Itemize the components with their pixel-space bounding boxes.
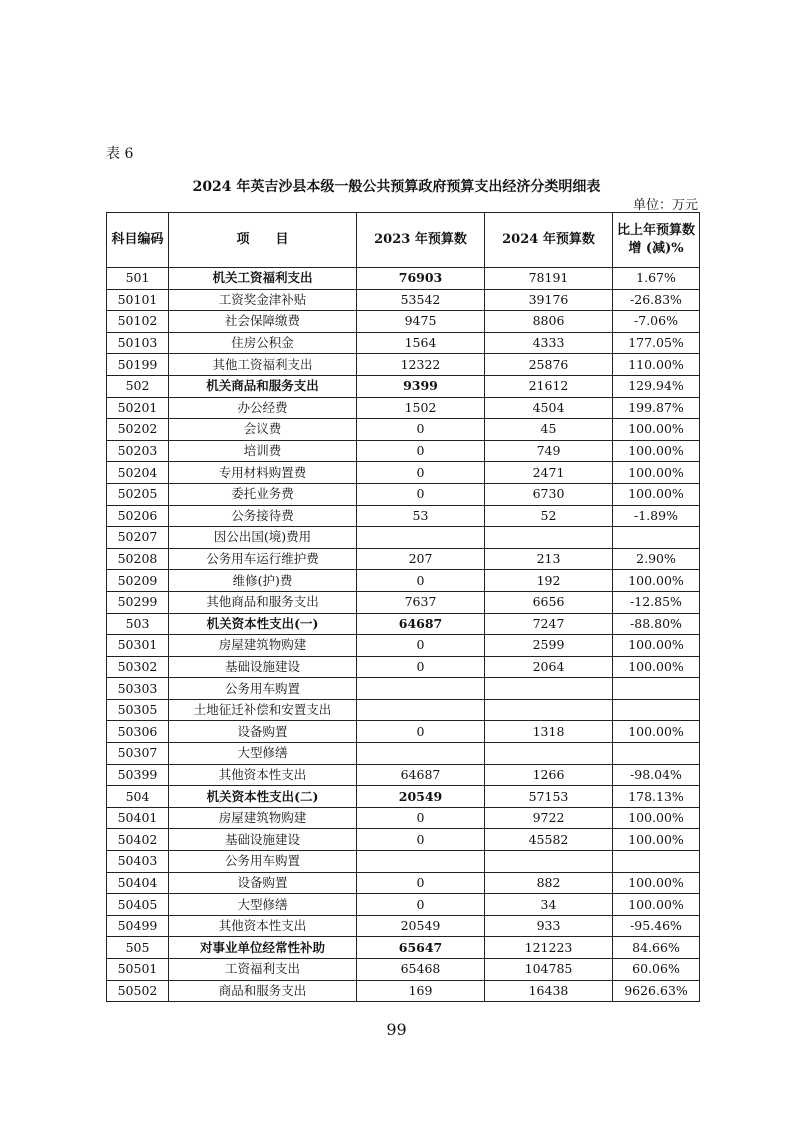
budget-2024-cell: 933 [485, 915, 613, 937]
code-cell: 50102 [107, 311, 169, 333]
budget-2024-cell: 2599 [485, 635, 613, 657]
change-cell [613, 678, 700, 700]
change-cell: 100.00% [613, 872, 700, 894]
budget-2024-cell: 2064 [485, 656, 613, 678]
header-change-line2: 增 (减)% [628, 241, 684, 256]
code-cell: 503 [107, 613, 169, 635]
budget-2024-cell [485, 678, 613, 700]
budget-2023-cell: 53 [357, 505, 485, 527]
item-cell: 房屋建筑物购建 [169, 635, 357, 657]
budget-2023-cell: 0 [357, 872, 485, 894]
change-cell [613, 743, 700, 765]
code-cell: 50209 [107, 570, 169, 592]
code-cell: 501 [107, 268, 169, 290]
budget-2024-cell: 39176 [485, 289, 613, 311]
table-row [107, 851, 700, 873]
code-cell: 50208 [107, 548, 169, 570]
budget-2023-cell [357, 699, 485, 721]
budget-2024-cell: 104785 [485, 959, 613, 981]
change-cell: 100.00% [613, 570, 700, 592]
item-cell: 设备购置 [169, 721, 357, 743]
budget-2023-cell: 0 [357, 419, 485, 441]
code-cell: 50502 [107, 980, 169, 1002]
change-cell: 199.87% [613, 397, 700, 419]
table-row [107, 829, 700, 851]
table-row [107, 613, 700, 635]
table-row [107, 483, 700, 505]
budget-2024-cell: 121223 [485, 937, 613, 959]
budget-2024-cell: 34 [485, 894, 613, 916]
code-cell: 50205 [107, 483, 169, 505]
item-cell: 公务用车运行维护费 [169, 548, 357, 570]
change-cell: 84.66% [613, 937, 700, 959]
unit-label: 单位：万元 [632, 198, 698, 213]
change-cell: 100.00% [613, 419, 700, 441]
budget-2023-cell: 7637 [357, 591, 485, 613]
table-row [107, 980, 700, 1002]
change-cell: 2.90% [613, 548, 700, 570]
item-cell: 土地征迁补偿和安置支出 [169, 699, 357, 721]
change-cell: 100.00% [613, 807, 700, 829]
budget-2023-cell: 0 [357, 570, 485, 592]
change-cell: -98.04% [613, 764, 700, 786]
table-header-row [107, 213, 700, 268]
header-item: 项 目 [169, 213, 357, 268]
code-cell: 50299 [107, 591, 169, 613]
item-cell: 机关资本性支出(二) [169, 786, 357, 808]
budget-2024-cell: 57153 [485, 786, 613, 808]
item-cell: 其他资本性支出 [169, 915, 357, 937]
change-cell: 100.00% [613, 462, 700, 484]
item-cell: 商品和服务支出 [169, 980, 357, 1002]
budget-2023-cell [357, 527, 485, 549]
budget-2023-cell: 9399 [357, 375, 485, 397]
budget-2024-cell: 2471 [485, 462, 613, 484]
budget-2023-cell: 0 [357, 721, 485, 743]
change-cell: 100.00% [613, 894, 700, 916]
table-row [107, 635, 700, 657]
header-budget-2024: 2024 年预算数 [485, 213, 613, 268]
item-cell: 住房公积金 [169, 332, 357, 354]
table-row [107, 786, 700, 808]
budget-2023-cell [357, 678, 485, 700]
change-cell: 100.00% [613, 483, 700, 505]
code-cell: 50501 [107, 959, 169, 981]
table-row [107, 591, 700, 613]
change-cell: 177.05% [613, 332, 700, 354]
change-cell: 178.13% [613, 786, 700, 808]
budget-2024-cell: 52 [485, 505, 613, 527]
budget-2023-cell: 0 [357, 635, 485, 657]
table-row [107, 807, 700, 829]
table-row [107, 959, 700, 981]
table-row [107, 289, 700, 311]
change-cell [613, 699, 700, 721]
change-cell: 110.00% [613, 354, 700, 376]
change-cell: -88.80% [613, 613, 700, 635]
budget-2023-cell: 12322 [357, 354, 485, 376]
table-row [107, 743, 700, 765]
budget-2024-cell: 7247 [485, 613, 613, 635]
table-row [107, 462, 700, 484]
item-cell: 设备购置 [169, 872, 357, 894]
table-row [107, 721, 700, 743]
item-cell: 其他资本性支出 [169, 764, 357, 786]
budget-2023-cell: 1502 [357, 397, 485, 419]
table-label: 表 6 [106, 146, 134, 162]
item-cell: 公务用车购置 [169, 678, 357, 700]
budget-2024-cell: 45 [485, 419, 613, 441]
change-cell: 100.00% [613, 656, 700, 678]
item-cell: 机关工资福利支出 [169, 268, 357, 290]
budget-2024-cell: 6656 [485, 591, 613, 613]
item-cell: 大型修缮 [169, 894, 357, 916]
table-row [107, 440, 700, 462]
budget-2024-cell: 8806 [485, 311, 613, 333]
code-cell: 50207 [107, 527, 169, 549]
budget-2023-cell: 0 [357, 440, 485, 462]
item-cell: 其他工资福利支出 [169, 354, 357, 376]
budget-table [106, 212, 700, 1002]
change-cell: 9626.63% [613, 980, 700, 1002]
code-cell: 50202 [107, 419, 169, 441]
budget-2023-cell: 20549 [357, 786, 485, 808]
change-cell [613, 527, 700, 549]
table-row [107, 375, 700, 397]
header-code: 科目编码 [107, 213, 169, 268]
code-cell: 50204 [107, 462, 169, 484]
item-cell: 基础设施建设 [169, 829, 357, 851]
item-cell: 工资奖金津补贴 [169, 289, 357, 311]
budget-2023-cell: 64687 [357, 764, 485, 786]
table-row [107, 915, 700, 937]
change-cell: 100.00% [613, 721, 700, 743]
budget-2024-cell: 78191 [485, 268, 613, 290]
code-cell: 50206 [107, 505, 169, 527]
table-row [107, 656, 700, 678]
change-cell: -26.83% [613, 289, 700, 311]
budget-2023-cell: 20549 [357, 915, 485, 937]
item-cell: 维修(护)费 [169, 570, 357, 592]
budget-2023-cell: 0 [357, 894, 485, 916]
code-cell: 50399 [107, 764, 169, 786]
header-change [613, 213, 700, 268]
table-row [107, 548, 700, 570]
budget-2023-cell: 64687 [357, 613, 485, 635]
code-cell: 505 [107, 937, 169, 959]
budget-2024-cell: 882 [485, 872, 613, 894]
change-cell: -95.46% [613, 915, 700, 937]
item-cell: 培训费 [169, 440, 357, 462]
budget-2023-cell [357, 851, 485, 873]
item-cell: 社会保障缴费 [169, 311, 357, 333]
item-cell: 因公出国(境)费用 [169, 527, 357, 549]
code-cell: 50103 [107, 332, 169, 354]
budget-2024-cell: 192 [485, 570, 613, 592]
budget-2024-cell [485, 699, 613, 721]
code-cell: 50302 [107, 656, 169, 678]
change-cell: 100.00% [613, 635, 700, 657]
budget-2023-cell: 9475 [357, 311, 485, 333]
item-cell: 公务接待费 [169, 505, 357, 527]
item-cell: 办公经费 [169, 397, 357, 419]
budget-2024-cell [485, 851, 613, 873]
budget-2023-cell: 0 [357, 829, 485, 851]
budget-2023-cell: 76903 [357, 268, 485, 290]
budget-2024-cell: 4333 [485, 332, 613, 354]
table-row [107, 872, 700, 894]
table-row [107, 268, 700, 290]
budget-2023-cell: 0 [357, 462, 485, 484]
budget-2024-cell: 749 [485, 440, 613, 462]
item-cell: 委托业务费 [169, 483, 357, 505]
item-cell: 公务用车购置 [169, 851, 357, 873]
budget-2024-cell: 16438 [485, 980, 613, 1002]
table-row [107, 937, 700, 959]
table-row [107, 699, 700, 721]
budget-2023-cell: 1564 [357, 332, 485, 354]
change-cell: 1.67% [613, 268, 700, 290]
code-cell: 50307 [107, 743, 169, 765]
budget-2023-cell: 207 [357, 548, 485, 570]
code-cell: 50301 [107, 635, 169, 657]
budget-2024-cell [485, 527, 613, 549]
budget-2023-cell: 0 [357, 807, 485, 829]
code-cell: 50499 [107, 915, 169, 937]
budget-2024-cell: 213 [485, 548, 613, 570]
budget-2024-cell: 6730 [485, 483, 613, 505]
budget-2023-cell: 65647 [357, 937, 485, 959]
budget-2024-cell: 1266 [485, 764, 613, 786]
item-cell: 机关商品和服务支出 [169, 375, 357, 397]
item-cell: 其他商品和服务支出 [169, 591, 357, 613]
item-cell: 工资福利支出 [169, 959, 357, 981]
budget-2024-cell [485, 743, 613, 765]
table-row [107, 311, 700, 333]
budget-2023-cell: 169 [357, 980, 485, 1002]
table-row [107, 354, 700, 376]
budget-2023-cell [357, 743, 485, 765]
table-body [107, 268, 700, 1002]
code-cell: 50203 [107, 440, 169, 462]
change-cell: 100.00% [613, 829, 700, 851]
item-cell: 机关资本性支出(一) [169, 613, 357, 635]
item-cell: 房屋建筑物购建 [169, 807, 357, 829]
code-cell: 504 [107, 786, 169, 808]
code-cell: 50404 [107, 872, 169, 894]
code-cell: 50305 [107, 699, 169, 721]
code-cell: 50402 [107, 829, 169, 851]
page-number: 99 [386, 1020, 407, 1039]
item-cell: 会议费 [169, 419, 357, 441]
code-cell: 50303 [107, 678, 169, 700]
table-row [107, 678, 700, 700]
change-cell: -12.85% [613, 591, 700, 613]
code-cell: 50201 [107, 397, 169, 419]
item-cell: 专用材料购置费 [169, 462, 357, 484]
code-cell: 50199 [107, 354, 169, 376]
page-title: 2024 年英吉沙县本级一般公共预算政府预算支出经济分类明细表 [192, 179, 601, 195]
budget-2024-cell: 21612 [485, 375, 613, 397]
table-row [107, 397, 700, 419]
code-cell: 502 [107, 375, 169, 397]
table-row [107, 505, 700, 527]
budget-2024-cell: 1318 [485, 721, 613, 743]
header-change-line1: 比上年预算数 [616, 223, 695, 238]
code-cell: 50401 [107, 807, 169, 829]
code-cell: 50101 [107, 289, 169, 311]
change-cell [613, 851, 700, 873]
budget-2023-cell: 53542 [357, 289, 485, 311]
table-row [107, 419, 700, 441]
budget-2024-cell: 45582 [485, 829, 613, 851]
budget-2024-cell: 4504 [485, 397, 613, 419]
change-cell: -7.06% [613, 311, 700, 333]
code-cell: 50306 [107, 721, 169, 743]
code-cell: 50405 [107, 894, 169, 916]
change-cell: 129.94% [613, 375, 700, 397]
change-cell: 100.00% [613, 440, 700, 462]
budget-2023-cell: 0 [357, 483, 485, 505]
item-cell: 基础设施建设 [169, 656, 357, 678]
item-cell: 大型修缮 [169, 743, 357, 765]
table-row [107, 527, 700, 549]
budget-2024-cell: 25876 [485, 354, 613, 376]
budget-2023-cell: 0 [357, 656, 485, 678]
change-cell: -1.89% [613, 505, 700, 527]
table-row [107, 570, 700, 592]
change-cell: 60.06% [613, 959, 700, 981]
header-budget-2023: 2023 年预算数 [357, 213, 485, 268]
table-row [107, 764, 700, 786]
budget-2024-cell: 9722 [485, 807, 613, 829]
budget-2023-cell: 65468 [357, 959, 485, 981]
table-row [107, 332, 700, 354]
table-row [107, 894, 700, 916]
item-cell: 对事业单位经常性补助 [169, 937, 357, 959]
code-cell: 50403 [107, 851, 169, 873]
